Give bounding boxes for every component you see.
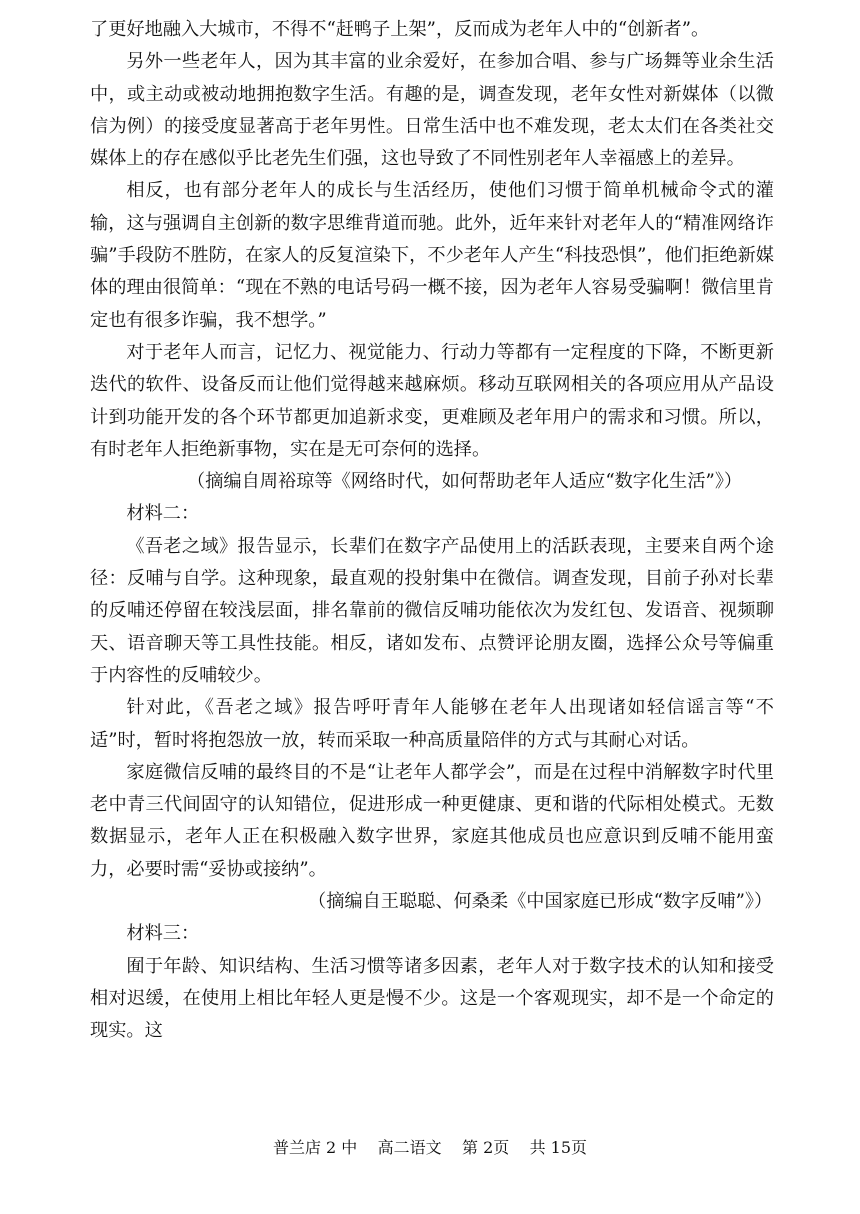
paragraph: 针对此，《吾老之域》报告呼吁青年人能够在老年人出现诸如轻信谣言等“不适”时，暂时将抱怨放一放，转而采取一种高质量陪伴的方式与其耐心对话。	[90, 697, 774, 751]
paragraph: 囿于年龄、知识结构、生活习惯等诸多因素，老年人对于数字技术的认知和接受相对迟缓，在使用上相比年轻人更是慢不少。这是一个客观现实，却不是一个命定的现实。这	[90, 955, 774, 1042]
document-body	[90, 14, 774, 1048]
section-heading: 材料二：	[126, 503, 200, 525]
source-citation: （摘编自王聪聪、何桑柔《中国家庭已形成“数字反哺”》）	[308, 891, 773, 913]
paragraph-continued: 了更好地融入大城市，不得不“赶鸭子上架”，反而成为老年人中的“创新者”。	[90, 19, 710, 40]
source-citation: （摘编自周裕琼等《网络时代，如何帮助老年人适应“数字化生活”》）	[187, 471, 743, 493]
paragraph: 家庭微信反哺的最终目的不是“让老年人都学会”，而是在过程中消解数字时代里老中青三代间固守的认知错位，促进形成一种更健康、更和谐的代际相处模式。无数数据显示，老年人正在积极融入数字世界，家庭其他成员也应意识到反哺不能用蛮力，必要时需“妥协或接纳”。	[90, 761, 774, 880]
section-heading: 材料三：	[126, 923, 200, 945]
paragraph: 另外一些老年人，因为其丰富的业余爱好，在参加合唱、参与广场舞等业余生活中，或主动或被动地拥抱数字生活。有趣的是，调查发现，老年女性对新媒体（以微信为例）的接受度显著高于老年男性。日常生活中也不难发现，老太太们在各类社交媒体上的存在感似乎比老先生们强，这也导致了不同性别老年人幸福感上的差异。	[90, 51, 774, 170]
paragraph: 《吾老之域》报告显示，长辈们在数字产品使用上的活跃表现，主要来自两个途径：反哺与自学。这种现象，最直观的投射集中在微信。调查发现，目前子孙对长辈的反哺还停留在较浅层面，排名靠前的微信反哺功能依次为发红包、发语音、视频聊天、语音聊天等工具性技能。相反，诸如发布、点赞评论朋友圈，选择公众号等偏重于内容性的反哺较少。	[90, 535, 774, 686]
page-footer: 普兰店 2 中 高二语文 第 2页 共 15页	[272, 1138, 588, 1157]
paragraph: 相反，也有部分老年人的成长与生活经历，使他们习惯于简单机械命令式的灌输，这与强调自主创新的数字思维背道而驰。此外，近年来针对老年人的“精准网络诈骗”手段防不胜防，在家人的反复渲染下，不少老年人产生“科技恐惧”，他们拒绝新媒体的理由很简单：“现在不熟的电话号码一概不接，因为老年人容易受骗啊！微信里肯定也有很多诈骗，我不想学。”	[90, 180, 774, 331]
paragraph: 对于老年人而言，记忆力、视觉能力、行动力等都有一定程度的下降，不断更新迭代的软件、设备反而让他们觉得越来越麻烦。移动互联网相关的各项应用从产品设计到功能开发的各个环节都更加追新求变，更难顾及老年用户的需求和习惯。所以，有时老年人拒绝新事物，实在是无可奈何的选择。	[90, 341, 774, 460]
